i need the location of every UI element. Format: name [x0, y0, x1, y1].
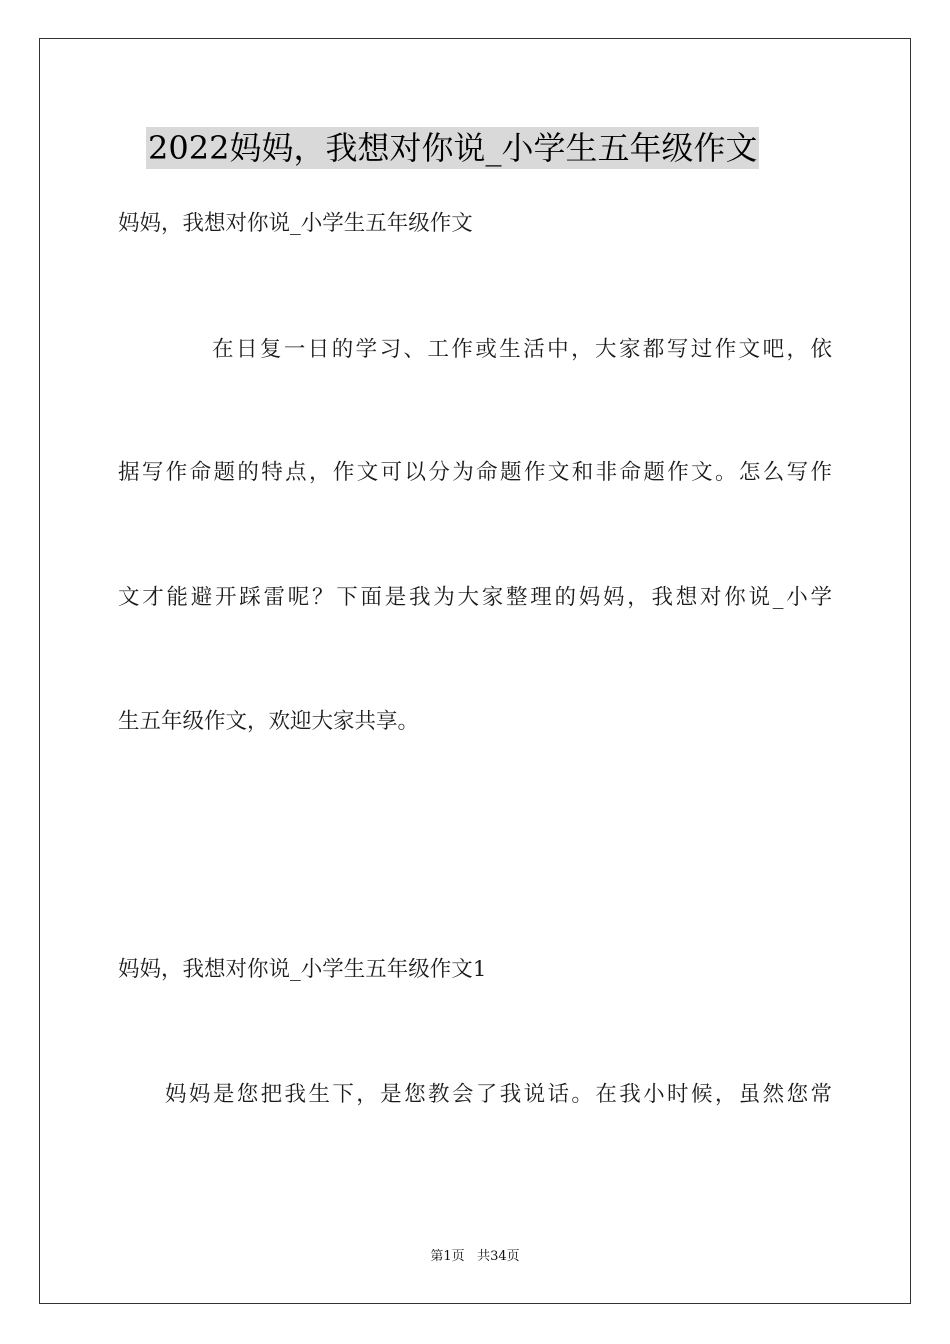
intro-line-4: 生五年级作文，欢迎大家共享。	[118, 709, 420, 734]
intro-line-3: 文才能避开踩雷呢？下面是我为大家整理的妈妈，我想对你说_小学	[118, 585, 832, 610]
intro-line-2: 据写作命题的特点，作文可以分为命题作文和非命题作文。怎么写作	[118, 460, 832, 485]
document-title: 2022妈妈，我想对你说_小学生五年级作文	[148, 129, 758, 167]
page-footer	[0, 1248, 950, 1266]
document-subtitle: 妈妈，我想对你说_小学生五年级作文	[118, 211, 473, 236]
page-number: 第1页	[430, 1249, 465, 1264]
total-pages: 共34页	[477, 1249, 520, 1264]
body-line-1: 妈妈是您把我生下，是您教会了我说话。在我小时候，虽然您常	[165, 1082, 832, 1107]
intro-line-1: 在日复一日的学习、工作或生活中，大家都写过作文吧，依	[212, 337, 832, 362]
section-heading: 妈妈，我想对你说_小学生五年级作文1	[118, 957, 487, 982]
